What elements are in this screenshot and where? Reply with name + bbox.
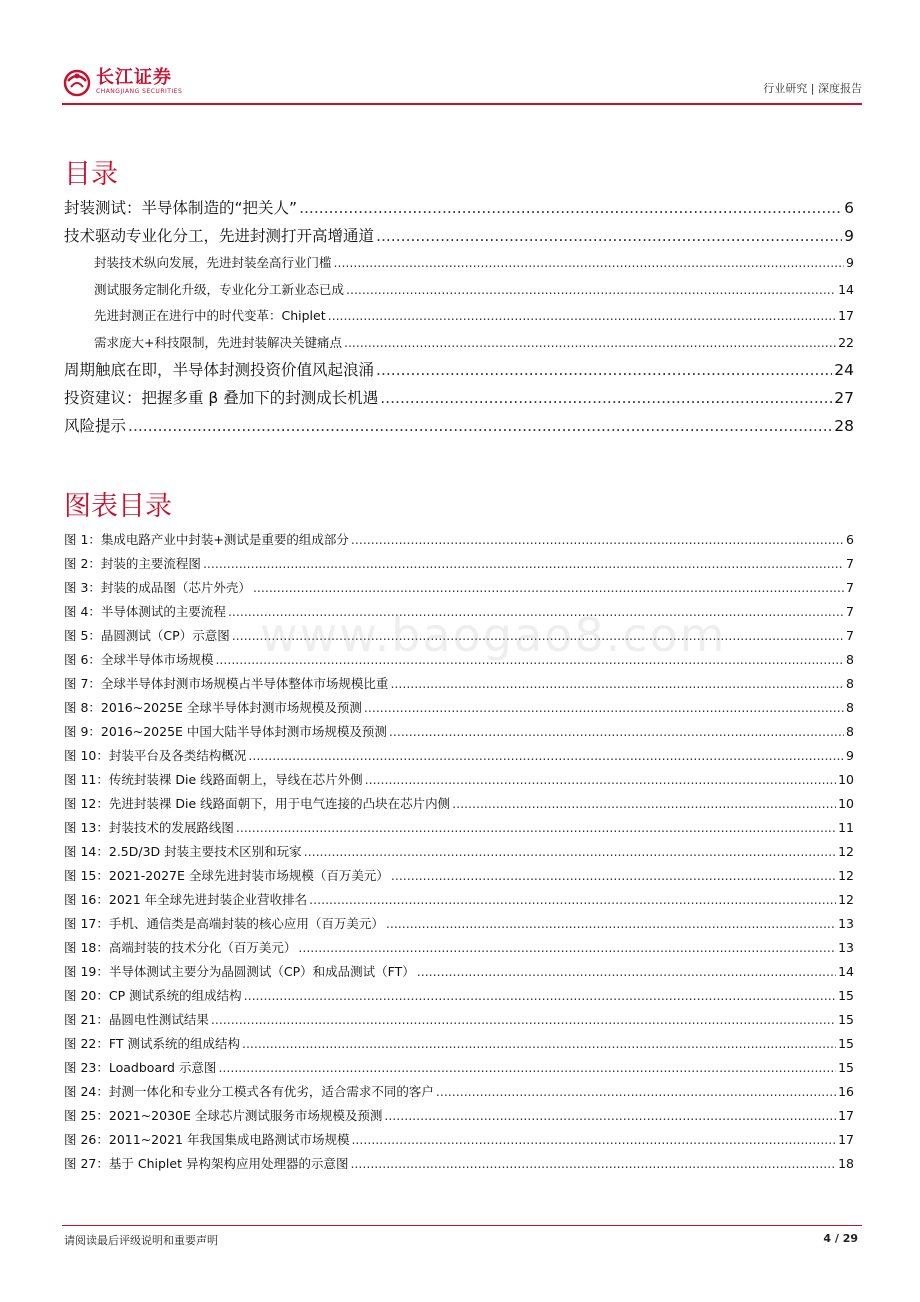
entry-page-number: 9 bbox=[846, 255, 854, 270]
entry-page-number: 16 bbox=[838, 1084, 854, 1099]
toc-entry[interactable] bbox=[64, 250, 854, 277]
entry-page-number: 17 bbox=[838, 1108, 854, 1123]
entry-title: 图 26：2011~2021 年我国集成电路测试市场规模 bbox=[64, 1132, 350, 1147]
entry-page-number: 10 bbox=[838, 772, 854, 787]
figure-entry[interactable] bbox=[64, 672, 854, 696]
toc-entry[interactable] bbox=[64, 384, 854, 412]
toc-entry[interactable] bbox=[64, 356, 854, 384]
entry-title: 图 11：传统封装裸 Die 线路面朝上，导线在芯片外侧 bbox=[64, 772, 363, 787]
dot-leader bbox=[376, 356, 832, 384]
logo-chinese-name: 长江证券 bbox=[96, 67, 172, 88]
figure-entry[interactable] bbox=[64, 696, 854, 720]
entry-page-number: 9 bbox=[844, 227, 854, 245]
header-divider bbox=[62, 103, 862, 105]
entry-title: 图 15：2021-2027E 全球先进封装市场规模（百万美元） bbox=[64, 868, 389, 883]
entry-title: 图 19：半导体测试主要分为晶圆测试（CP）和成品测试（FT） bbox=[64, 964, 415, 979]
entry-title: 图 24：封测一体化和专业分工模式各有优劣，适合需求不同的客户 bbox=[64, 1084, 434, 1099]
entry-title: 图 5：晶圆测试（CP）示意图 bbox=[64, 628, 230, 643]
dot-leader bbox=[309, 888, 836, 912]
entry-page-number: 7 bbox=[846, 604, 854, 619]
figure-entry[interactable] bbox=[64, 1032, 854, 1056]
dot-leader bbox=[344, 330, 836, 357]
entry-page-number: 8 bbox=[846, 652, 854, 667]
dot-leader bbox=[364, 696, 844, 720]
dot-leader bbox=[236, 816, 836, 840]
entry-title: 图 9：2016~2025E 中国大陆半导体封测市场规模及预测 bbox=[64, 724, 387, 739]
dot-leader bbox=[417, 960, 836, 984]
figure-entry[interactable] bbox=[64, 528, 854, 552]
figure-entry[interactable] bbox=[64, 1128, 854, 1152]
dot-leader bbox=[304, 840, 836, 864]
entry-page-number: 7 bbox=[846, 580, 854, 595]
entry-title: 投资建议：把握多重 β 叠加下的封测成长机遇 bbox=[64, 389, 379, 407]
entry-page-number: 8 bbox=[846, 724, 854, 739]
toc-entry[interactable] bbox=[64, 222, 854, 250]
dot-leader bbox=[211, 1008, 836, 1032]
figure-entry[interactable] bbox=[64, 864, 854, 888]
entry-page-number: 17 bbox=[838, 1132, 854, 1147]
toc-heading: 目录 bbox=[64, 159, 118, 190]
figure-entry[interactable] bbox=[64, 888, 854, 912]
figure-entry[interactable] bbox=[64, 1008, 854, 1032]
entry-title: 图 27：基于 Chiplet 异构架构应用处理器的示意图 bbox=[64, 1156, 349, 1171]
entry-page-number: 24 bbox=[834, 361, 854, 379]
entry-title: 图 18：高端封装的技术分化（百万美元） bbox=[64, 940, 297, 955]
footer-divider bbox=[62, 1225, 862, 1226]
entry-title: 图 2：封装的主要流程图 bbox=[64, 556, 201, 571]
toc-entry[interactable] bbox=[64, 412, 854, 440]
entry-page-number: 27 bbox=[834, 389, 854, 407]
dot-leader bbox=[390, 672, 844, 696]
entry-title: 需求庞大+科技限制，先进封装解决关键痛点 bbox=[94, 334, 342, 350]
entry-page-number: 8 bbox=[846, 700, 854, 715]
entry-page-number: 10 bbox=[838, 796, 854, 811]
figure-entry[interactable] bbox=[64, 1080, 854, 1104]
watermark: www.baogao8.com bbox=[260, 608, 727, 662]
dot-leader bbox=[436, 1080, 836, 1104]
entry-page-number: 13 bbox=[838, 916, 854, 931]
table-of-contents bbox=[64, 194, 854, 440]
entry-page-number: 12 bbox=[838, 892, 854, 907]
entry-title: 图 23：Loadboard 示意图 bbox=[64, 1060, 217, 1075]
dot-leader bbox=[384, 1104, 836, 1128]
entry-title: 图 17：手机、通信类是高端封装的核心应用（百万美元） bbox=[64, 916, 384, 931]
entry-title: 先进封测正在进行中的时代变革：Chiplet bbox=[94, 308, 326, 323]
entry-page-number: 11 bbox=[838, 820, 854, 835]
entry-title: 周期触底在即，半导体封测投资价值风起浪涌 bbox=[64, 361, 375, 379]
entry-title: 封装测试：半导体制造的“把关人” bbox=[64, 199, 298, 217]
dot-leader bbox=[299, 194, 842, 222]
dot-leader bbox=[389, 720, 844, 744]
entry-page-number: 7 bbox=[846, 628, 854, 643]
entry-title: 图 16：2021 年全球先进封装企业营收排名 bbox=[64, 892, 308, 907]
entry-title: 图 21：晶圆电性测试结果 bbox=[64, 1012, 209, 1027]
figure-entry[interactable] bbox=[64, 744, 854, 768]
entry-title: 图 14：2.5D/3D 封装主要技术区别和玩家 bbox=[64, 844, 302, 859]
figure-entry[interactable] bbox=[64, 912, 854, 936]
figure-entry[interactable] bbox=[64, 816, 854, 840]
entry-title: 图 10：封装平台及各类结构概况 bbox=[64, 748, 247, 763]
dot-leader bbox=[391, 864, 836, 888]
dot-leader bbox=[128, 412, 832, 440]
entry-page-number: 18 bbox=[838, 1156, 854, 1171]
toc-entry[interactable] bbox=[64, 303, 854, 330]
entry-page-number: 28 bbox=[834, 417, 854, 435]
entry-title: 图 20：CP 测试系统的组成结构 bbox=[64, 988, 242, 1003]
figure-index-heading: 图表目录 bbox=[64, 491, 172, 522]
dot-leader bbox=[242, 1032, 836, 1056]
dot-leader bbox=[334, 250, 845, 277]
entry-title: 图 25：2021~2030E 全球芯片测试服务市场规模及预测 bbox=[64, 1108, 383, 1123]
dot-leader bbox=[346, 277, 836, 304]
entry-page-number: 15 bbox=[838, 1036, 854, 1051]
dot-leader bbox=[351, 1128, 836, 1152]
entry-page-number: 9 bbox=[846, 748, 854, 763]
footer-disclaimer: 请阅读最后评级说明和重要声明 bbox=[64, 1234, 218, 1247]
entry-page-number: 15 bbox=[838, 1012, 854, 1027]
dot-leader bbox=[203, 552, 844, 576]
entry-page-number: 14 bbox=[838, 281, 854, 297]
entry-title: 技术驱动专业化分工，先进封测打开高增通道 bbox=[64, 227, 375, 245]
entry-title: 图 22：FT 测试系统的组成结构 bbox=[64, 1036, 240, 1051]
toc-entry[interactable] bbox=[64, 277, 854, 304]
dot-leader bbox=[350, 1152, 836, 1176]
entry-page-number: 12 bbox=[838, 844, 854, 859]
entry-page-number: 14 bbox=[838, 964, 854, 979]
dot-leader bbox=[365, 768, 836, 792]
entry-page-number: 17 bbox=[838, 308, 854, 323]
page-header bbox=[62, 64, 862, 104]
figure-entry[interactable] bbox=[64, 576, 854, 600]
entry-title: 图 8：2016~2025E 全球半导体封测市场规模及预测 bbox=[64, 700, 362, 715]
logo-english-name: CHANGJIANG SECURITIES bbox=[96, 88, 183, 95]
toc-entry[interactable] bbox=[64, 194, 854, 222]
entry-page-number: 6 bbox=[846, 532, 854, 547]
logo-emblem-icon bbox=[62, 67, 92, 97]
figure-entry[interactable] bbox=[64, 960, 854, 984]
dot-leader bbox=[376, 222, 842, 250]
figure-entry[interactable] bbox=[64, 720, 854, 744]
page-number: 4 / 29 bbox=[823, 1232, 858, 1245]
dot-leader bbox=[298, 936, 836, 960]
dot-leader bbox=[248, 744, 844, 768]
entry-title: 图 7：全球半导体封测市场规模占半导体整体市场规模比重 bbox=[64, 676, 389, 691]
entry-page-number: 13 bbox=[838, 940, 854, 955]
report-type-label: 行业研究 | 深度报告 bbox=[763, 82, 862, 95]
dot-leader bbox=[452, 792, 836, 816]
figure-entry[interactable] bbox=[64, 1056, 854, 1080]
entry-page-number: 7 bbox=[846, 556, 854, 571]
figure-entry[interactable] bbox=[64, 984, 854, 1008]
figure-entry[interactable] bbox=[64, 936, 854, 960]
dot-leader bbox=[244, 984, 836, 1008]
figure-entry[interactable] bbox=[64, 552, 854, 576]
dot-leader bbox=[328, 303, 836, 330]
figure-entry[interactable] bbox=[64, 768, 854, 792]
dot-leader bbox=[351, 528, 844, 552]
entry-title: 图 6：全球半导体市场规模 bbox=[64, 652, 214, 667]
entry-title: 图 3：封装的成品图（芯片外壳） bbox=[64, 580, 251, 595]
entry-title: 测试服务定制化升级，专业化分工新业态已成 bbox=[94, 281, 345, 297]
entry-title: 图 12：先进封装裸 Die 线路面朝下，用于电气连接的凸块在芯片内侧 bbox=[64, 796, 451, 811]
dot-leader bbox=[253, 576, 844, 600]
company-logo bbox=[62, 64, 182, 100]
entry-title: 图 13：封装技术的发展路线图 bbox=[64, 820, 234, 835]
entry-page-number: 22 bbox=[838, 334, 854, 350]
entry-page-number: 12 bbox=[838, 868, 854, 883]
toc-entry[interactable] bbox=[64, 330, 854, 357]
figure-entry[interactable] bbox=[64, 1104, 854, 1128]
figure-entry[interactable] bbox=[64, 840, 854, 864]
entry-page-number: 8 bbox=[846, 676, 854, 691]
entry-page-number: 6 bbox=[844, 199, 854, 217]
entry-page-number: 15 bbox=[838, 988, 854, 1003]
entry-title: 封装技术纵向发展，先进封装垒高行业门槛 bbox=[94, 255, 332, 270]
dot-leader bbox=[386, 912, 836, 936]
entry-title: 图 1：集成电路产业中封装+测试是重要的组成部分 bbox=[64, 532, 349, 547]
figure-entry[interactable] bbox=[64, 1152, 854, 1176]
entry-title: 风险提示 bbox=[64, 417, 127, 435]
figure-entry[interactable] bbox=[64, 792, 854, 816]
entry-title: 图 4：半导体测试的主要流程 bbox=[64, 604, 226, 619]
entry-page-number: 15 bbox=[838, 1060, 854, 1075]
dot-leader bbox=[380, 384, 832, 412]
dot-leader bbox=[218, 1056, 836, 1080]
